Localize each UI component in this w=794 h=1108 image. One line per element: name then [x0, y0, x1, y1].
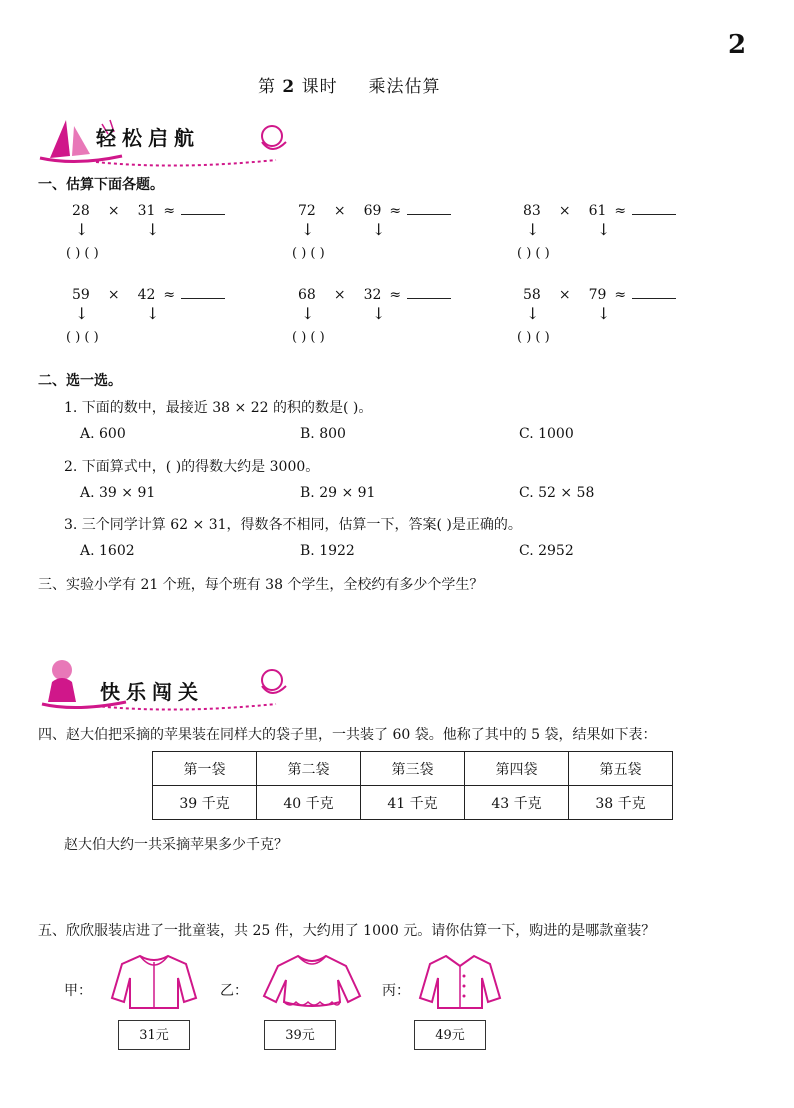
choice-q1: 1. 下面的数中，最接近 38 × 22 的积的数是( )。: [64, 400, 373, 416]
table-header-cell: 第三袋: [361, 752, 465, 786]
answer-blank[interactable]: [632, 203, 676, 215]
estimate-parens[interactable]: ( ) ( ): [292, 330, 325, 345]
estimate-item-6: 58 × 79 ≈: [523, 287, 676, 303]
title-prefix: 第: [258, 77, 276, 97]
choice-q3-option-a[interactable]: A. 1602: [80, 543, 135, 559]
title-topic: 乘法估算: [368, 77, 441, 97]
table-cell: 40 千克: [257, 786, 361, 820]
table-cell: 39 千克: [153, 786, 257, 820]
choice-q3-option-b[interactable]: B. 1922: [300, 543, 355, 559]
table-header-cell: 第二袋: [257, 752, 361, 786]
choice-q3-option-c[interactable]: C. 2952: [519, 543, 574, 559]
label-jia: 甲：: [64, 983, 92, 999]
down-arrow-icon: ↓: [372, 220, 386, 239]
table-cell: 43 千克: [465, 786, 569, 820]
banner-easy-start: 轻松启航: [96, 126, 200, 150]
estimate-parens[interactable]: ( ) ( ): [517, 246, 550, 261]
section-4-question: 四、赵大伯把采摘的苹果装在同样大的袋子里，一共装了 60 袋。他称了其中的 5 袋，结果如下表：: [38, 727, 657, 743]
section-4-subquestion: 赵大伯大约一共采摘苹果多少千克？: [64, 837, 288, 853]
down-arrow-icon: ↓: [146, 220, 160, 239]
table-header-cell: 第五袋: [569, 752, 673, 786]
estimate-item-2: 72 × 69 ≈: [298, 203, 451, 219]
table-header-cell: 第一袋: [153, 752, 257, 786]
choice-q2-option-a[interactable]: A. 39 × 91: [80, 485, 156, 501]
cardigan-icon: [418, 950, 502, 1012]
section-5-question: 五、欣欣服装店进了一批童装，共 25 件，大约用了 1000 元。请你估算一下，购进的是哪款童装？: [38, 923, 656, 939]
table-cell: 38 千克: [569, 786, 673, 820]
down-arrow-icon: ↓: [372, 304, 386, 323]
table-cell: 41 千克: [361, 786, 465, 820]
title-lesson-number: 2: [282, 77, 296, 97]
down-arrow-icon: ↓: [301, 220, 315, 239]
title-suffix: 课时: [301, 77, 338, 97]
estimate-item-1: 28 × 31 ≈: [72, 203, 225, 219]
choice-q1-option-a[interactable]: A. 600: [80, 426, 126, 442]
answer-blank[interactable]: [407, 287, 451, 299]
table-header-row: [153, 752, 673, 786]
choice-q2-option-c[interactable]: C. 52 × 58: [519, 485, 595, 501]
banner-happy-challenge: 快乐闯关: [100, 680, 204, 704]
down-arrow-icon: ↓: [75, 220, 89, 239]
choice-q2: 2. 下面算式中，( )的得数大约是 3000。: [64, 459, 320, 475]
answer-blank[interactable]: [632, 287, 676, 299]
down-arrow-icon: ↓: [526, 304, 540, 323]
estimate-parens[interactable]: ( ) ( ): [66, 330, 99, 345]
jacket-icon: [110, 950, 198, 1012]
down-arrow-icon: ↓: [301, 304, 315, 323]
estimate-parens[interactable]: ( ) ( ): [66, 246, 99, 261]
section-3-question: 三、实验小学有 21 个班，每个班有 38 个学生，全校约有多少个学生？: [38, 577, 484, 593]
choice-q1-option-b[interactable]: B. 800: [300, 426, 346, 442]
down-arrow-icon: ↓: [526, 220, 540, 239]
down-arrow-icon: ↓: [146, 304, 160, 323]
down-arrow-icon: ↓: [597, 220, 611, 239]
answer-blank[interactable]: [407, 203, 451, 215]
down-arrow-icon: ↓: [75, 304, 89, 323]
estimate-item-5: 68 × 32 ≈: [298, 287, 451, 303]
choice-q3: 3. 三个同学计算 62 × 31，得数各不相同，估算一下，答案( )是正确的。: [64, 517, 522, 533]
estimate-parens[interactable]: ( ) ( ): [292, 246, 325, 261]
price-tag-yi: 39元: [264, 1020, 336, 1050]
estimate-item-4: 59 × 42 ≈: [72, 287, 225, 303]
page-number: 2: [728, 30, 747, 60]
price-tag-jia: 31元: [118, 1020, 190, 1050]
section-2-heading: 二、选一选。: [38, 373, 122, 389]
label-bing: 丙：: [382, 983, 410, 999]
answer-blank[interactable]: [181, 287, 225, 299]
sweater-icon: [260, 950, 364, 1012]
estimate-parens[interactable]: ( ) ( ): [517, 330, 550, 345]
price-tag-bing: 49元: [414, 1020, 486, 1050]
section-1-heading: 一、估算下面各题。: [38, 177, 164, 193]
apple-weight-table: [152, 751, 673, 820]
page-title: [258, 72, 440, 97]
down-arrow-icon: ↓: [597, 304, 611, 323]
table-header-cell: 第四袋: [465, 752, 569, 786]
estimate-item-3: 83 × 61 ≈: [523, 203, 676, 219]
choice-q2-option-b[interactable]: B. 29 × 91: [300, 485, 376, 501]
answer-blank[interactable]: [181, 203, 225, 215]
table-row: [153, 786, 673, 820]
choice-q1-option-c[interactable]: C. 1000: [519, 426, 574, 442]
label-yi: 乙：: [220, 983, 248, 999]
